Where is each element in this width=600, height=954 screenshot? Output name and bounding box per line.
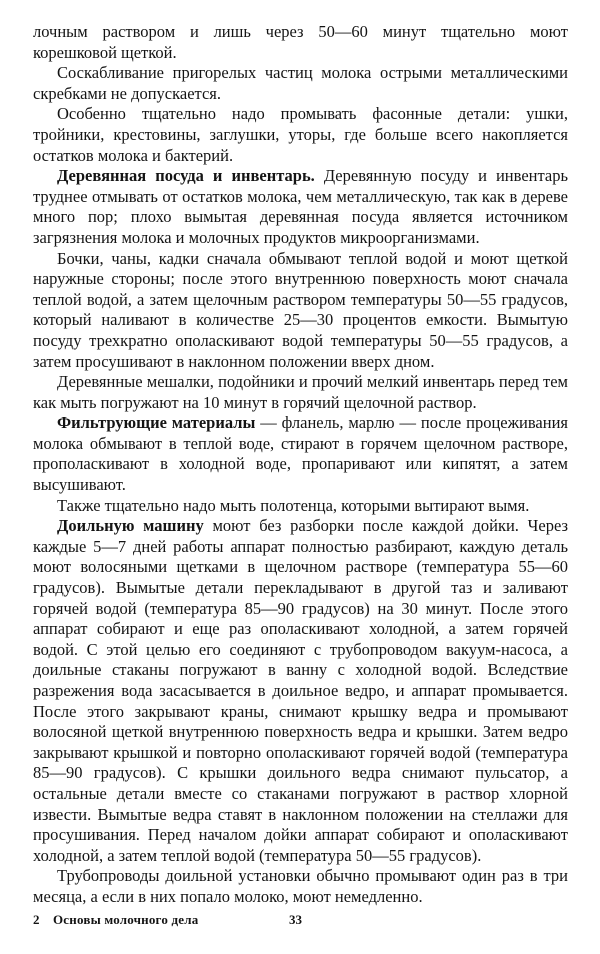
paragraph-4 xyxy=(33,166,568,248)
run-in-heading: Деревянная посуда и инвентарь. xyxy=(57,166,315,186)
paragraph-10 xyxy=(33,866,568,907)
paragraph-9 xyxy=(33,516,568,866)
paragraph-2 xyxy=(33,63,568,104)
paragraph-text: Деревянные мешалки, подойники и прочий мелкий инвентарь перед тем как мыть погружают на 10 минут в горячий щелочной раствор. xyxy=(33,372,568,412)
paragraph-text: Также тщательно надо мыть полотенца, которыми вытирают вымя. xyxy=(57,495,530,515)
paragraph-text: Трубопроводы доильной установки обычно промывают один раз в три месяца, а если в них попало молоко, моют немедленно. xyxy=(33,866,568,906)
paragraph-text: лочным раствором и лишь через 50—60 минут тщательно моют корешковой щеткой. xyxy=(33,22,568,62)
paragraph-7 xyxy=(33,413,568,495)
run-in-heading: Доильную машину xyxy=(57,516,204,536)
paragraph-text: — фланель, марлю — после процеживания молока обмывают в теплой воде, стирают в горячем щелочном растворе, прополаскивают в холодной воде, пропаривают или кипятят, а затем высушивают. xyxy=(33,413,568,495)
paragraph-text: Соскабливание пригорелых частиц молока острыми металлическими скребками не допускается. xyxy=(33,63,568,103)
paragraph-3 xyxy=(33,104,568,166)
paragraph-8 xyxy=(33,496,568,517)
run-in-heading: Фильтрующие материалы xyxy=(57,413,256,433)
paragraph-5 xyxy=(33,249,568,373)
running-head: Основы молочного дела xyxy=(53,912,199,927)
paragraph-text: Бочки, чаны, кадки сначала обмывают теплой водой и моют щеткой наружные стороны; после этого внутреннюю поверхность моют сначала теплой водой, а затем щелочным раствором температуры 50—55 градусов, который наливают в количестве 25—30 процентов емкости. Вымытую посуду трехкратно ополаскивают водой температуры 50—55 градусов, а затем просушивают в наклонном положении вверх дном. xyxy=(33,248,568,371)
paragraph-text: моют без разборки после каждой дойки. Через каждые 5—7 дней работы аппарат полностью разбирают, каждую деталь моют волосяными щетками в щелочном растворе (температура 55—60 градусов). Вымытые детали перекладывают в другой таз и заливают горячей водой (температура 85—90 градусов) на 30 минут. После этого аппарат собирают и еще раз ополаскивают холодной, а затем горячей водой. С этой целью его соединяют с трубопроводом вакуум-насоса, а доильные стаканы погружают в ванну с холодной водой. Вследствие разрежения вода засасывается в доильное ведро, и аппарат промывается. После этого закрывают краны, снимают крышку ведра и промывают волосяной щеткой внутреннюю поверхность ведра и крышки. Затем ведро закрывают крышкой и повторно ополаскивают горячей водой (температура 85—90 градусов). С крышки доильного ведра снимают пульсатор, а остальные детали вместе со стаканами погружают в раствор хлорной извести. Вымытые ведра ставят в наклонном положении на стеллажи для просушивания. Перед началом дойки аппарат собирают и ополаскивают холодной, а затем теплой водой (температура 50—55 градусов). xyxy=(33,516,568,865)
paragraph-6 xyxy=(33,372,568,413)
paragraph-text: Деревянную посуду и инвентарь труднее отмывать от остатков молока, чем металлическую, так как в дереве много пор; плохо вымытая деревянная посуда является источником загрязнения молока и молочных продуктов микроорганизмами. xyxy=(33,166,569,247)
paragraph-1 xyxy=(33,22,568,63)
signature-mark: 2 xyxy=(33,912,40,927)
paragraph-text: Особенно тщательно надо промывать фасонные детали: ушки, тройники, крестовины, заглушки, уторы, где больше всего накопляется остатков молока и бактерий. xyxy=(33,104,568,165)
page-number: 33 xyxy=(289,912,302,927)
